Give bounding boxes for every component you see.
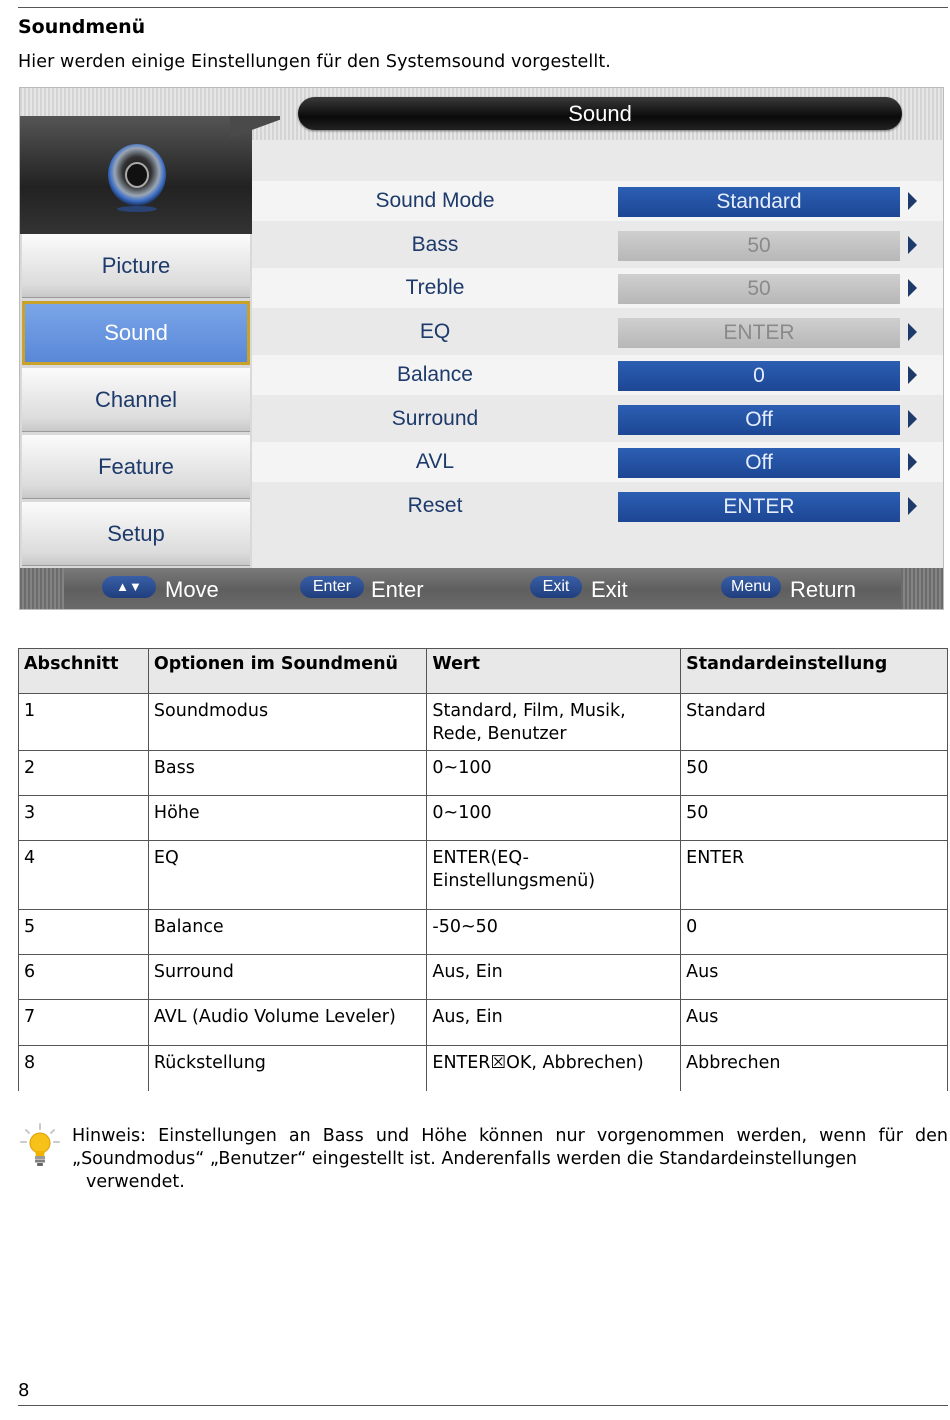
osd-title: Sound bbox=[568, 101, 632, 126]
table-row bbox=[19, 694, 948, 751]
table-row bbox=[19, 1000, 948, 1046]
cell-option: Bass bbox=[148, 751, 427, 796]
osd-row-sound-mode[interactable] bbox=[252, 181, 944, 221]
osd-row-surround[interactable] bbox=[252, 399, 944, 439]
osd-row-label: Treble bbox=[405, 276, 465, 299]
table-row bbox=[19, 841, 948, 910]
hint-bar-left-cap bbox=[20, 568, 64, 610]
osd-hint-bar bbox=[20, 568, 944, 610]
side-item-setup[interactable]: Setup bbox=[22, 502, 250, 566]
osd-title-bar bbox=[298, 97, 902, 130]
cell-value-line: Standard, Film, Musik, bbox=[432, 701, 626, 721]
hint-enter: Enter bbox=[371, 577, 424, 602]
cell-value: ENTER☒OK, Abbrechen) bbox=[427, 1046, 681, 1091]
cell-section: 1 bbox=[19, 694, 149, 751]
cell-option: Höhe bbox=[148, 796, 427, 841]
cell-option: Surround bbox=[148, 955, 427, 1000]
note-line-1: Hinweis: Einstellungen an Bass und Höhe können nur vorgenommen werden, wenn für den „Soundmodus“ „Benutzer“ eingestellt ist. Anderenfalls werden die Standardeinstellungen bbox=[72, 1126, 948, 1169]
cell-value: -50~50 bbox=[427, 910, 681, 955]
side-item-sound[interactable]: Sound bbox=[22, 301, 250, 365]
lightbulb-icon bbox=[18, 1122, 62, 1170]
cell-value bbox=[427, 841, 681, 910]
right-arrow-icon bbox=[908, 236, 917, 254]
right-arrow-icon[interactable] bbox=[908, 453, 917, 471]
osd-row-label: AVL bbox=[415, 450, 455, 473]
right-arrow-icon[interactable] bbox=[908, 366, 917, 384]
cell-option: Rückstellung bbox=[148, 1046, 427, 1091]
hint-move: Move bbox=[165, 577, 219, 602]
osd-row-label: Bass bbox=[411, 233, 459, 256]
speaker-icon bbox=[106, 143, 168, 213]
right-arrow-icon[interactable] bbox=[908, 497, 917, 515]
side-item-channel[interactable]: Channel bbox=[22, 368, 250, 432]
osd-row-value[interactable]: 0 bbox=[618, 361, 900, 391]
table-row bbox=[19, 796, 948, 841]
note-line-2: verwendet. bbox=[86, 1172, 185, 1192]
section-heading: Soundmenü bbox=[18, 16, 146, 38]
cell-section: 5 bbox=[19, 910, 149, 955]
right-arrow-icon[interactable] bbox=[908, 410, 917, 428]
osd-row-value: 50 bbox=[618, 231, 900, 261]
osd-row-treble[interactable] bbox=[252, 268, 944, 308]
osd-row-eq[interactable] bbox=[252, 312, 944, 352]
hint-return: Return bbox=[790, 577, 857, 602]
cell-default: Standard bbox=[681, 694, 948, 751]
cell-section: 2 bbox=[19, 751, 149, 796]
cell-section: 4 bbox=[19, 841, 149, 910]
bottom-rule bbox=[18, 1405, 948, 1406]
cell-value-line: Rede, Benutzer bbox=[432, 724, 567, 744]
osd-row-avl[interactable] bbox=[252, 442, 944, 482]
side-item-feature[interactable]: Feature bbox=[22, 435, 250, 499]
osd-row-label: Sound Mode bbox=[375, 189, 495, 212]
hint-exit: Exit bbox=[591, 577, 628, 602]
cell-value: 0~100 bbox=[427, 796, 681, 841]
cell-default: 50 bbox=[681, 796, 948, 841]
cell-default: Aus bbox=[681, 1000, 948, 1046]
cell-value: Aus, Ein bbox=[427, 1000, 681, 1046]
osd-row-reset[interactable] bbox=[252, 486, 944, 526]
right-arrow-icon bbox=[908, 279, 917, 297]
osd-row-value[interactable]: Off bbox=[618, 405, 900, 435]
table-row bbox=[19, 910, 948, 955]
cell-section: 6 bbox=[19, 955, 149, 1000]
osd-row-balance[interactable] bbox=[252, 355, 944, 395]
tv-sound-menu-screenshot bbox=[19, 87, 944, 610]
column-header: Standardeinstellung bbox=[681, 649, 948, 694]
top-rule bbox=[18, 7, 948, 8]
move-key-icon: ▲▼ bbox=[102, 576, 156, 598]
cell-default: 0 bbox=[681, 910, 948, 955]
table-row bbox=[19, 1046, 948, 1091]
side-item-picture[interactable]: Picture bbox=[22, 234, 250, 298]
cell-section: 8 bbox=[19, 1046, 149, 1091]
column-header: Optionen im Soundmenü bbox=[148, 649, 427, 694]
note-text bbox=[72, 1125, 948, 1194]
cell-default: ENTER bbox=[681, 841, 948, 910]
cell-option: Soundmodus bbox=[148, 694, 427, 751]
table-row bbox=[19, 751, 948, 796]
cell-option: Balance bbox=[148, 910, 427, 955]
cell-value: Aus, Ein bbox=[427, 955, 681, 1000]
osd-row-label: Surround bbox=[391, 407, 479, 430]
column-header: Abschnitt bbox=[19, 649, 149, 694]
menu-key-icon: Menu bbox=[721, 576, 781, 598]
cell-value-line: Einstellungsmenü) bbox=[432, 871, 596, 891]
osd-row-value: 50 bbox=[618, 274, 900, 304]
cell-default: Aus bbox=[681, 955, 948, 1000]
hint-bar-right-cap bbox=[901, 568, 944, 610]
cell-option: EQ bbox=[148, 841, 427, 910]
cell-default: Abbrechen bbox=[681, 1046, 948, 1091]
cell-default: 50 bbox=[681, 751, 948, 796]
osd-row-bass[interactable] bbox=[252, 225, 944, 265]
sound-settings-table bbox=[18, 648, 948, 1091]
page-number: 8 bbox=[18, 1380, 30, 1401]
enter-key-icon: Enter bbox=[300, 576, 364, 598]
cell-value: 0~100 bbox=[427, 751, 681, 796]
exit-key-icon: Exit bbox=[530, 576, 582, 598]
table-row bbox=[19, 955, 948, 1000]
intro-text: Hier werden einige Einstellungen für den Systemsound vorgestellt. bbox=[18, 52, 611, 72]
osd-row-label: EQ bbox=[419, 320, 451, 343]
osd-row-label: Reset bbox=[407, 494, 463, 517]
cell-option: AVL (Audio Volume Leveler) bbox=[148, 1000, 427, 1046]
right-arrow-icon bbox=[908, 323, 917, 341]
cell-value bbox=[427, 694, 681, 751]
column-header: Wert bbox=[427, 649, 681, 694]
cell-section: 7 bbox=[19, 1000, 149, 1046]
cell-section: 3 bbox=[19, 796, 149, 841]
osd-row-label: Balance bbox=[397, 363, 473, 386]
right-arrow-icon[interactable] bbox=[908, 192, 917, 210]
cell-value-line: ENTER(EQ- bbox=[432, 848, 529, 868]
osd-row-value[interactable]: ENTER bbox=[618, 492, 900, 522]
osd-row-value: ENTER bbox=[618, 318, 900, 348]
table-header-row bbox=[19, 649, 948, 694]
osd-row-value[interactable]: Standard bbox=[618, 187, 900, 217]
osd-row-value[interactable]: Off bbox=[618, 448, 900, 478]
